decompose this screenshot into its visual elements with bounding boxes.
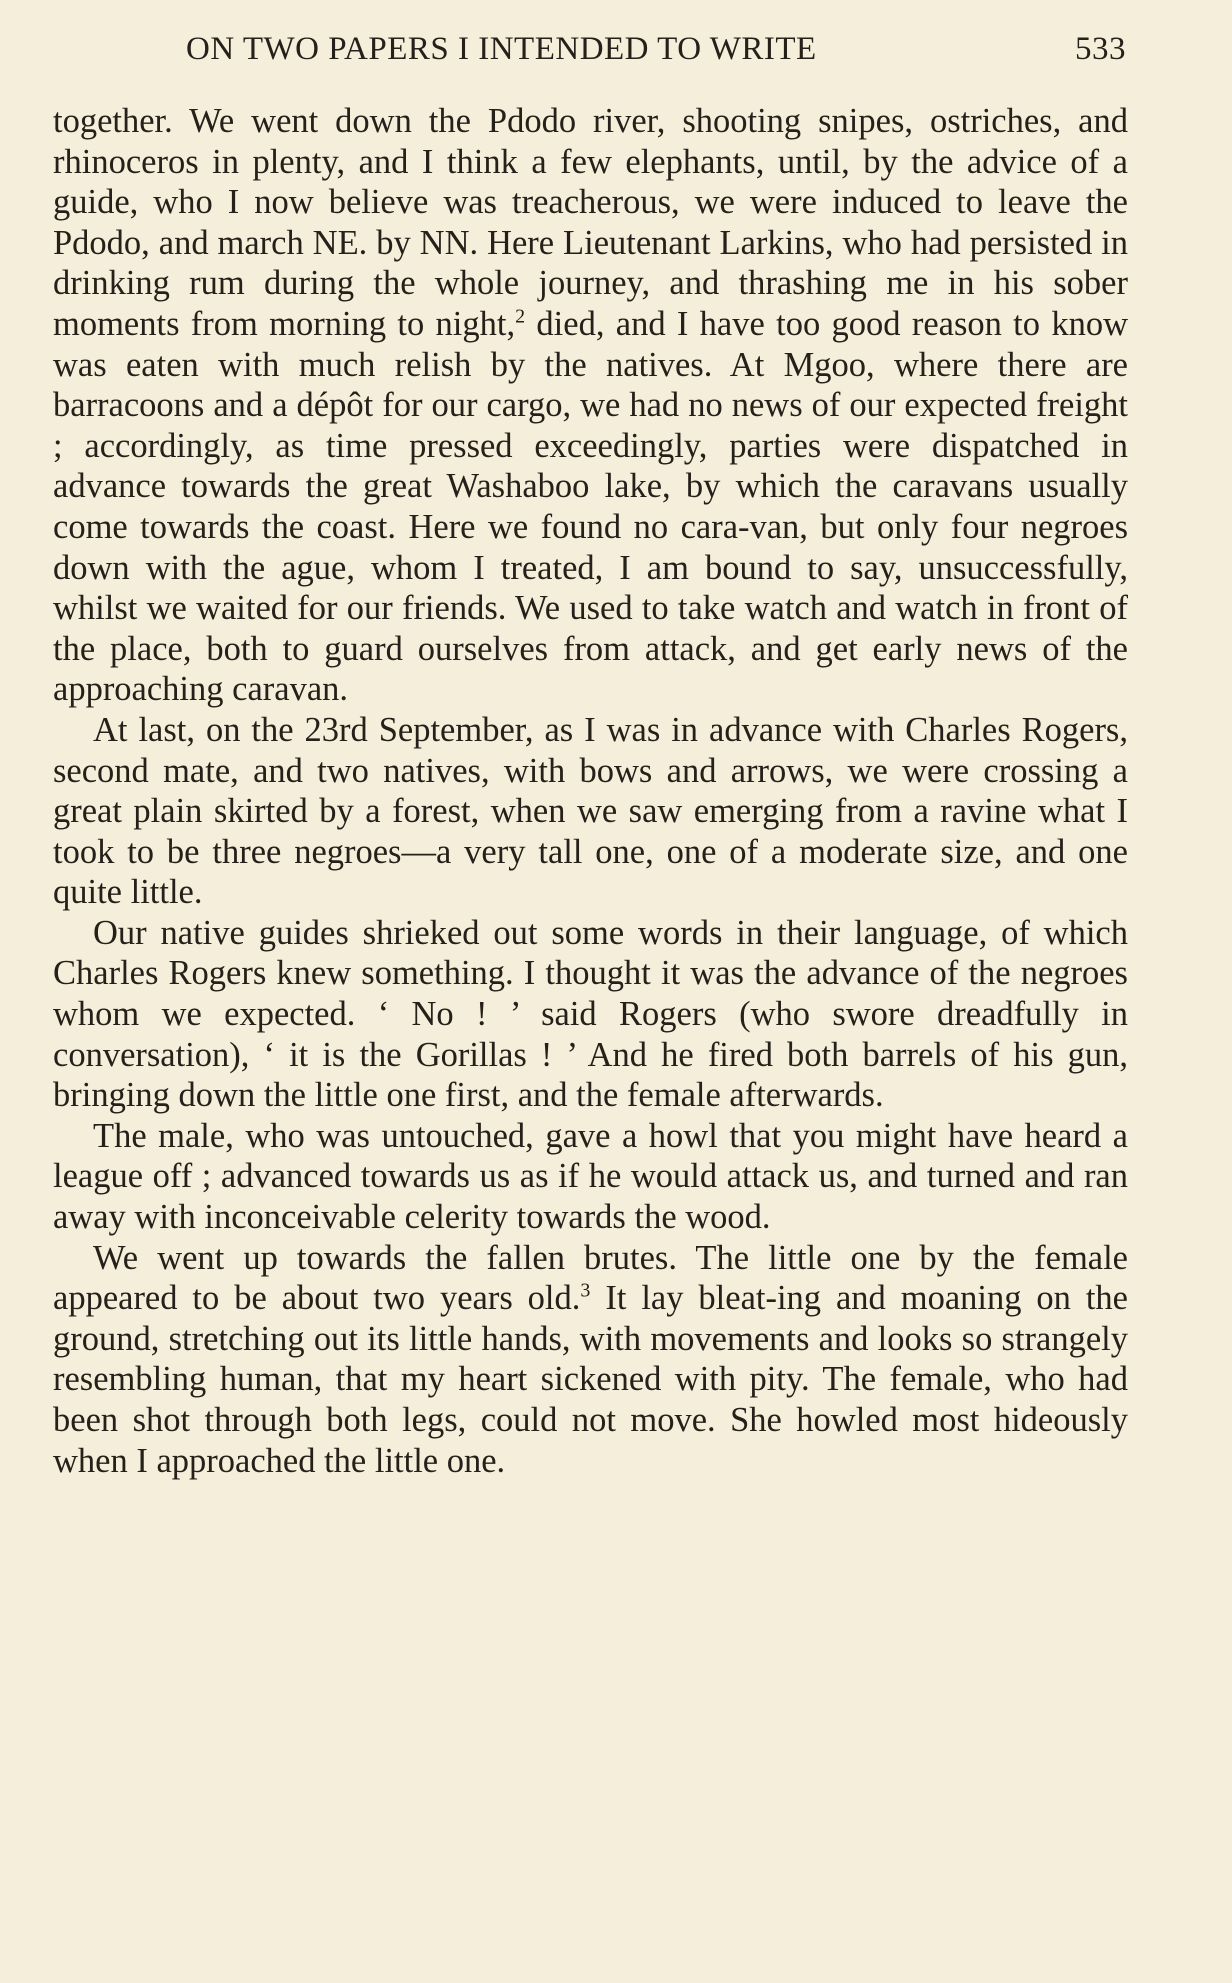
paragraph-text: We went up towards the fallen brutes. The little one by the female appeared to be about two years old. bbox=[53, 1238, 1128, 1318]
body-text bbox=[53, 101, 1128, 1481]
footnote-marker-2[interactable]: 2 bbox=[515, 305, 526, 328]
footnote-marker-3[interactable]: 3 bbox=[580, 1279, 591, 1302]
paragraph-4: The male, who was untouched, gave a howl that you might have heard a league off ; advanced towards us as if he would attack us, and turned and ran away with inconceivable celerity towards the wood. bbox=[53, 1116, 1128, 1237]
paragraph-2: At last, on the 23rd September, as I was in advance with Charles Rogers, second mate, and two natives, with bows and arrows, we were crossing a great plain skirted by a forest, when we saw emerging from a ravine what I took to be three negroes—a very tall one, one of a moderate size, and one quite little. bbox=[53, 710, 1128, 912]
paragraph-text: It lay bleat-ing and moaning on the ground, stretching out its little hands, with movements and looks so strangely resembling human, that my heart sickened with pity. The female, who had been shot through both legs, could not move. She howled most hideously when I approached the little one. bbox=[53, 1279, 1128, 1480]
running-title: ON TWO PAPERS I INTENDED TO WRITE bbox=[186, 31, 817, 67]
paragraph-text: together. We went down the Pdodo river, shooting snipes, ostriches, and rhinoceros in plenty, and I think a few elephants, until, by the advice of a guide, who I now believe was treacherous, we were induced to leave the Pdodo, and march NE. by NN. Here Lieutenant Larkins, who had persisted in drinking rum during the whole journey, and thrashing me in his sober moments from morning to night, bbox=[53, 102, 1128, 343]
paragraph-text: died, and I have too good reason to know was eaten with much relish by the natives. At Mgoo, where there are barracoons and a dépôt for our cargo, we had no news of our expected freight ; accordingly, as time pressed exceedingly, parties were dispatched in advance towards the great Washaboo lake, by which the caravans usually come towards the coast. Here we found no cara-van, but only four negroes down with the ague, whom I treated, I am bound to say, unsuccessfully, whilst we waited for our friends. We used to take watch and watch in front of the place, both to guard ourselves from attack, and get early news of the approaching caravan. bbox=[53, 304, 1128, 709]
running-head bbox=[186, 26, 1126, 72]
paragraph-5 bbox=[53, 1238, 1128, 1482]
paragraph-3: Our native guides shrieked out some words in their language, of which Charles Rogers knew something. I thought it was the advance of the negroes whom we expected. ‘ No ! ’ said Rogers (who swore dreadfully in conversation), ‘ it is the Gorillas ! ’ And he fired both barrels of his gun, bringing down the little one first, and the female afterwards. bbox=[53, 913, 1128, 1115]
page-number: 533 bbox=[1075, 31, 1126, 67]
paragraph-1 bbox=[53, 101, 1128, 710]
